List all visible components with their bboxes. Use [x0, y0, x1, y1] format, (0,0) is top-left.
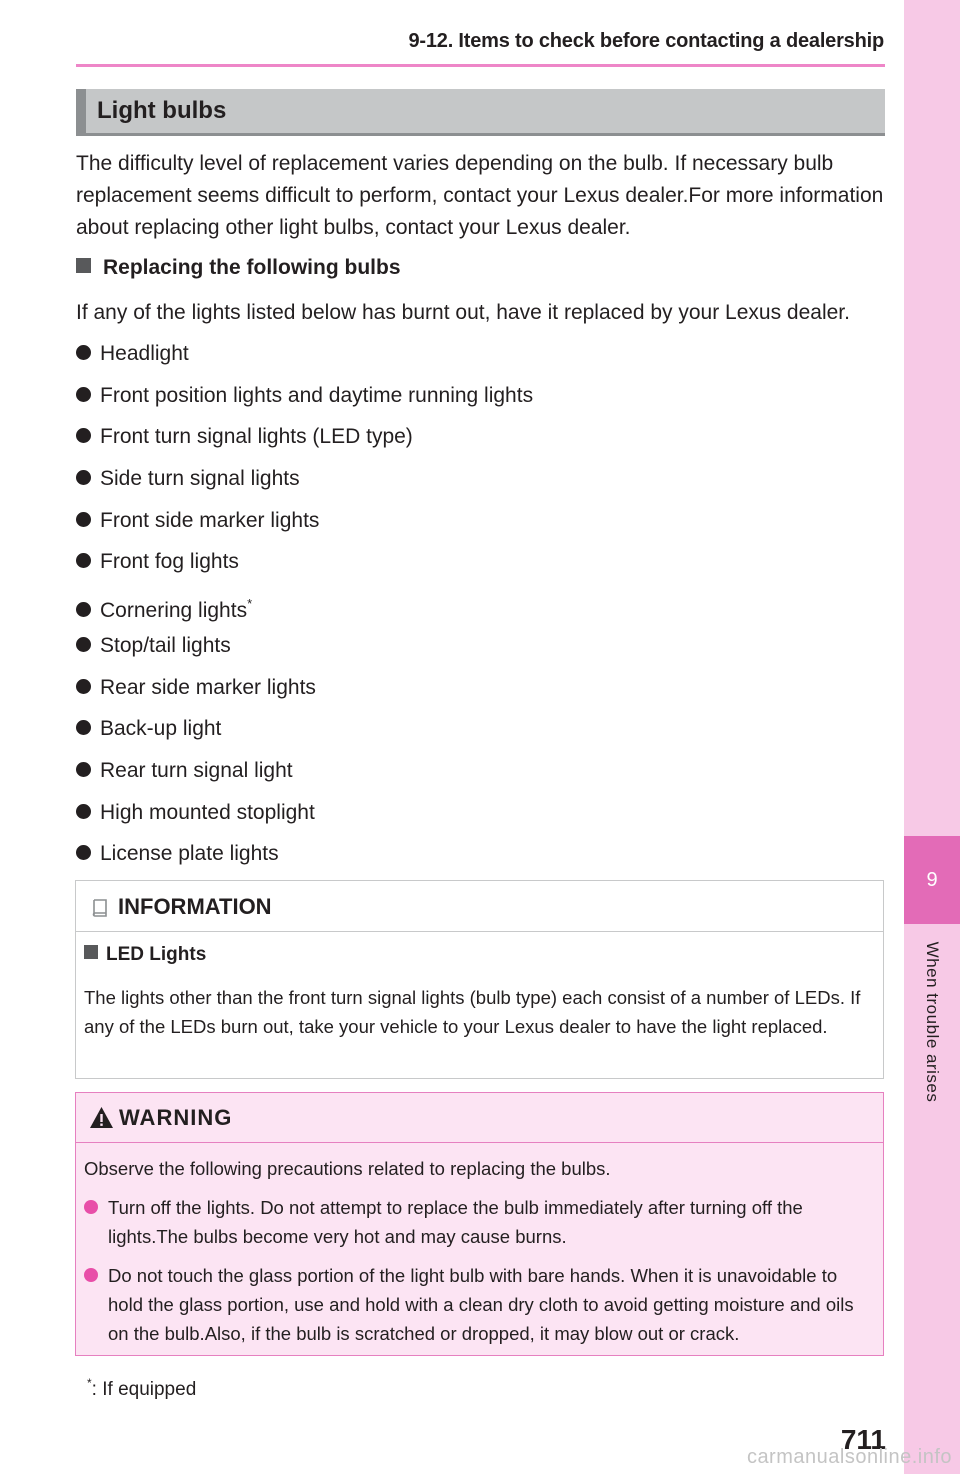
chapter-side-tab[interactable] — [904, 0, 960, 1474]
warning-header — [76, 1093, 883, 1143]
section-intro: The difficulty level of replacement varies depending on the bulb. If necessary bulb replacement seems difficult to perform, contact your Lexus dealer.For more information about replacing other light bulbs, contact your Lexus dealer. — [76, 152, 884, 239]
page-number: 711 — [840, 1424, 886, 1455]
section-title: Light bulbs — [97, 97, 227, 124]
footnote — [87, 1376, 196, 1401]
book-icon — [90, 898, 112, 920]
square-bullet-icon — [76, 258, 91, 273]
list-item: Front turn signal lights (LED type) — [76, 421, 886, 463]
bullet-dot-icon — [76, 602, 91, 617]
warning-item: Turn off the lights. Do not attempt to replace the bulb immediately after turning off the lights.The bulbs become very hot and may cause burns. — [84, 1193, 876, 1251]
bullet-dot-icon — [76, 637, 91, 652]
warning-triangle-icon — [89, 1106, 114, 1129]
list-item: Headlight — [76, 338, 886, 380]
information-label: INFORMATION — [118, 894, 272, 919]
bullet-dot-icon — [76, 387, 91, 402]
bullet-dot-icon — [76, 512, 91, 527]
section-heading-bar — [76, 89, 885, 136]
footnote-text: : If equipped — [91, 1379, 197, 1400]
chapter-label[interactable]: When trouble arises — [923, 941, 942, 1103]
warning-intro: Observe the following precautions related to replacing the bulbs. — [84, 1158, 611, 1179]
subheading-replacing-bulbs — [76, 256, 401, 280]
list-item: Rear turn signal light — [76, 755, 886, 797]
pink-bullet-icon — [84, 1268, 98, 1282]
information-text: The lights other than the front turn signal lights (bulb type) each consist of a number of LEDs. If any of the LEDs burn out, take your vehicle to your Lexus dealer to have the light replaced. — [84, 987, 861, 1037]
bullet-dot-icon — [76, 553, 91, 568]
warning-label: WARNING — [119, 1105, 233, 1130]
site-watermark: carmanualsonline.info — [746, 1446, 952, 1468]
list-item: Front fog lights — [76, 546, 886, 588]
bullet-dot-icon — [76, 679, 91, 694]
information-box — [75, 880, 884, 1079]
list-item: Front side marker lights — [76, 505, 886, 547]
square-bullet-icon — [84, 945, 98, 959]
bullet-dot-icon — [76, 720, 91, 735]
running-header: 9-12. Items to check before contacting a dealership — [408, 30, 884, 52]
subheading-text: Replacing the following bulbs — [103, 256, 401, 279]
footnote-marker: * — [247, 596, 253, 612]
bullet-dot-icon — [76, 804, 91, 819]
bulb-list — [76, 338, 886, 880]
bullet-dot-icon — [76, 470, 91, 485]
list-item: Stop/tail lights — [76, 630, 886, 672]
list-item: Side turn signal lights — [76, 463, 886, 505]
information-header — [76, 881, 883, 932]
list-item: Back-up light — [76, 713, 886, 755]
bullet-dot-icon — [76, 428, 91, 443]
section-heading-accent — [76, 89, 86, 133]
list-item: Front position lights and daytime running lights — [76, 380, 886, 422]
information-subheading: LED Lights — [84, 944, 206, 966]
warning-item: Do not touch the glass portion of the light bulb with bare hands. When it is unavoidable to hold the glass portion, use and hold with a clean dry cloth to avoid getting moisture and oils on the bulb.Also, if the bulb is scratched or dropped, it may blow out or crack. — [84, 1261, 876, 1348]
bullet-dot-icon — [76, 845, 91, 860]
list-item: Cornering lights* — [76, 588, 886, 630]
header-rule — [76, 64, 885, 67]
list-item: License plate lights — [76, 838, 886, 880]
warning-box — [75, 1092, 884, 1356]
footnote-mark: * — [87, 1376, 92, 1390]
pink-bullet-icon — [84, 1200, 98, 1214]
list-item: High mounted stoplight — [76, 797, 886, 839]
chapter-number[interactable]: 9 — [904, 836, 960, 924]
bullet-dot-icon — [76, 762, 91, 777]
subheading-intro: If any of the lights listed below has burnt out, have it replaced by your Lexus dealer. — [76, 301, 850, 324]
bullet-dot-icon — [76, 345, 91, 360]
list-item: Rear side marker lights — [76, 672, 886, 714]
